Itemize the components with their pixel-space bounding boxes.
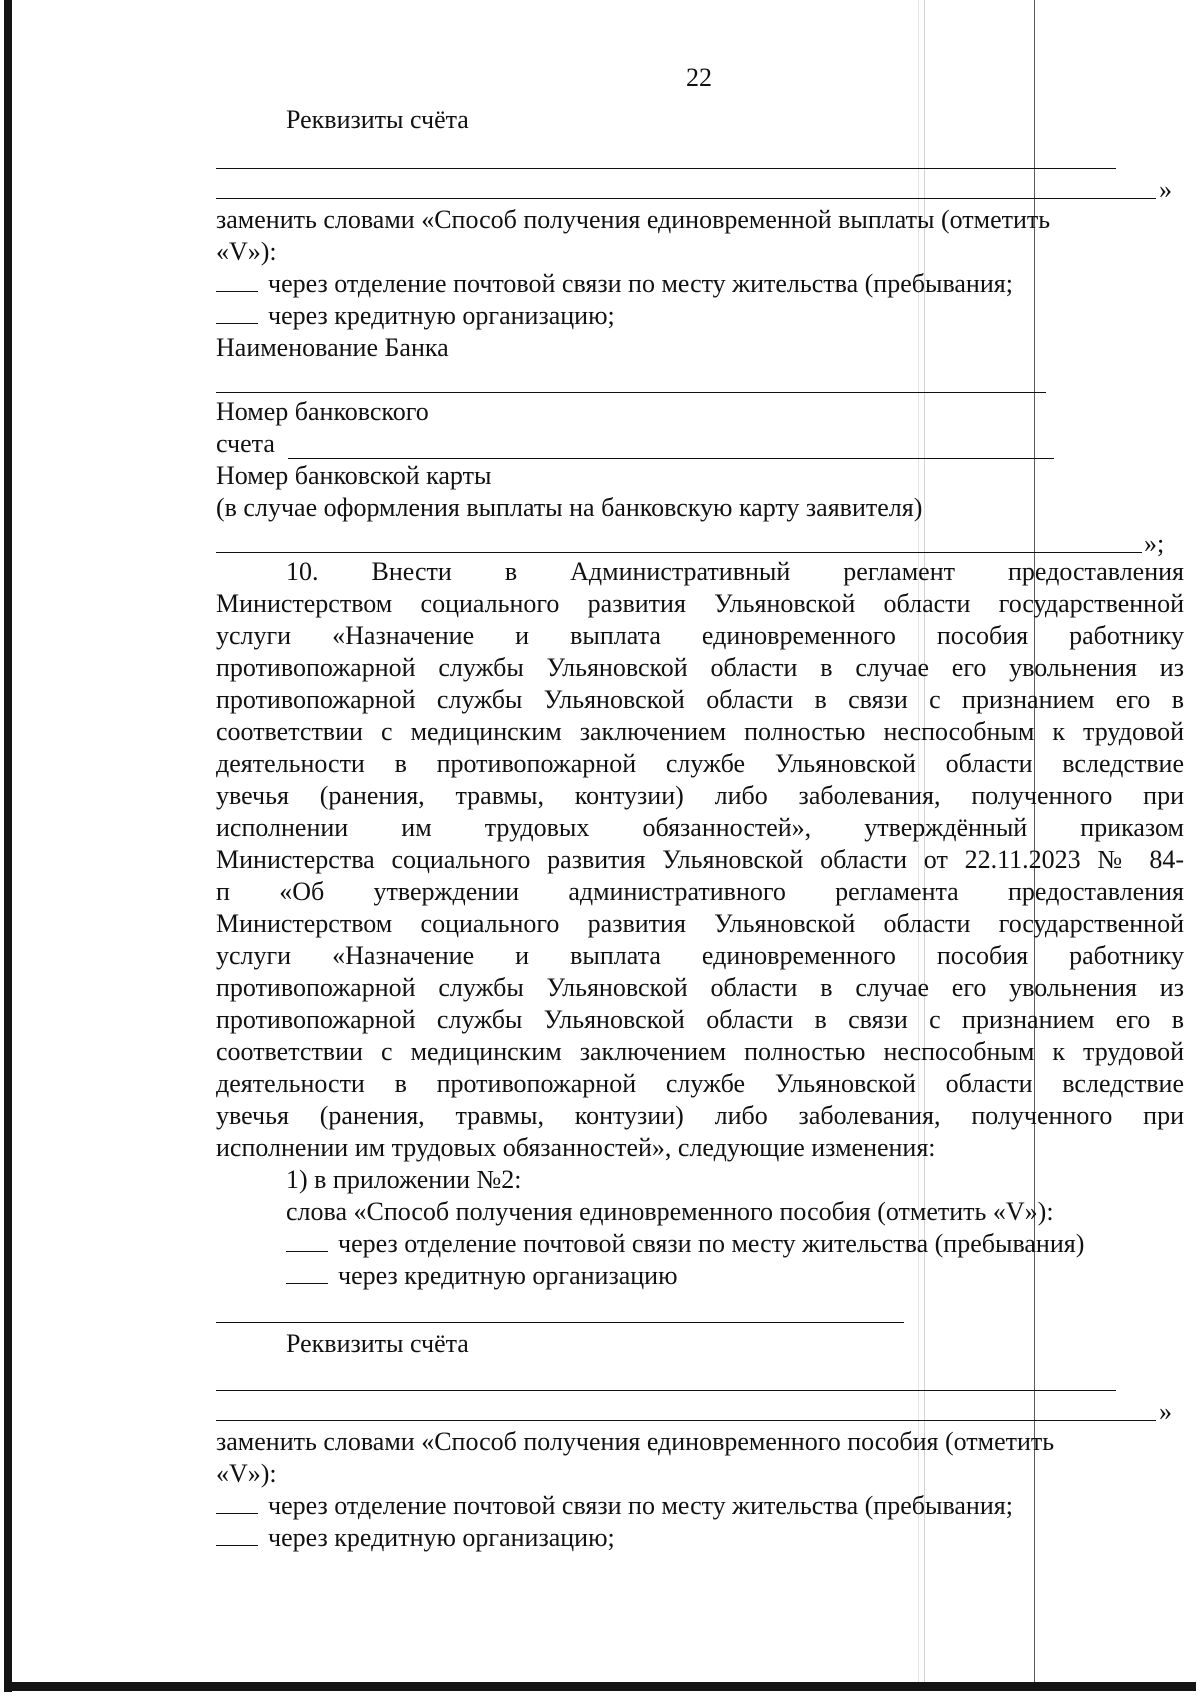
- paragraph-last-line: исполнении им трудовых обязанностей», следующие изменения:: [216, 1133, 936, 1162]
- option-label: через кредитную организацию;: [268, 301, 615, 330]
- replacement-line: «V»):: [216, 237, 277, 266]
- fill-line: [216, 1390, 1116, 1391]
- paragraph-line: п «Об утверждении административного регламента предоставления: [216, 877, 1184, 906]
- paragraph-line: противопожарной службы Ульяновской области в связи с признанием его в: [216, 1005, 1184, 1034]
- paragraph-line: деятельности в противопожарной службе Ульяновской области вследствие: [216, 749, 1184, 778]
- paragraph-line: 10. Внести в Административный регламент предоставления: [286, 557, 1184, 586]
- subitem-heading: 1) в приложении №2:: [286, 1165, 522, 1194]
- fill-line: [216, 392, 1046, 393]
- card-note: (в случае оформления выплаты на банковскую карту заявителя): [216, 493, 923, 522]
- requisites-label: Реквизиты счёта: [286, 105, 469, 134]
- paragraph-line: исполнении им трудовых обязанностей», утверждённый приказом: [216, 813, 1184, 842]
- checkbox-blank: [216, 1525, 258, 1546]
- option-bank: [286, 1260, 678, 1292]
- option-bank: [216, 300, 615, 332]
- paragraph-line: соответствии с медицинским заключением полностью неспособным к трудовой: [216, 1037, 1184, 1066]
- card-label: Номер банковской карты: [216, 461, 492, 490]
- paragraph-line: услуги «Назначение и выплата единовременного пособия работнику: [216, 621, 1184, 650]
- checkbox-blank: [216, 1493, 258, 1514]
- requisites-label: Реквизиты счёта: [286, 1329, 469, 1358]
- fill-line: [216, 1420, 1156, 1421]
- fill-line: [216, 552, 1142, 553]
- quote-close: »: [1159, 175, 1172, 204]
- option-label: через отделение почтовой связи по месту жительства (пребывания;: [268, 269, 1013, 298]
- checkbox-blank: [286, 1263, 328, 1284]
- replacement-line: «V»):: [216, 1459, 277, 1488]
- option-post: [286, 1228, 1084, 1260]
- paragraph-line: деятельности в противопожарной службе Ульяновской области вследствие: [216, 1069, 1184, 1098]
- fill-line: [216, 198, 1156, 199]
- paragraph-line: противопожарной службы Ульяновской области в случае его увольнения из: [216, 653, 1184, 682]
- words-line: слова «Способ получения единовременного пособия (отметить «V»):: [286, 1197, 1054, 1226]
- checkbox-blank: [216, 303, 258, 324]
- checkbox-blank: [286, 1231, 328, 1252]
- account-label: счета: [216, 429, 275, 458]
- option-label: через отделение почтовой связи по месту жительства (пребывания): [338, 1229, 1085, 1258]
- paragraph-line: Министерства социального развития Ульяновской области от 22.11.2023 № 84-: [216, 845, 1184, 874]
- fill-line: [216, 1322, 904, 1323]
- fill-line: [216, 168, 1116, 169]
- fill-line: [288, 458, 1054, 459]
- paragraph-line: соответствии с медицинским заключением полностью неспособным к трудовой: [216, 717, 1184, 746]
- paragraph-line: Министерством социального развития Ульяновской области государственной: [216, 909, 1184, 938]
- checkbox-blank: [216, 271, 258, 292]
- option-post: [216, 268, 1013, 300]
- paragraph-line: увечья (ранения, травмы, контузии) либо заболевания, полученного при: [216, 781, 1184, 810]
- scan-left-border: [4, 0, 12, 1692]
- replacement-line: заменить словами «Способ получения единовременного пособия (отметить: [216, 1427, 1055, 1456]
- bank-name-label: Наименование Банка: [216, 333, 449, 362]
- quote-close: »;: [1144, 529, 1165, 558]
- option-label: через кредитную организацию: [338, 1261, 678, 1290]
- option-post: [216, 1490, 1013, 1522]
- page-number: 22: [686, 63, 712, 92]
- option-label: через кредитную организацию;: [268, 1523, 615, 1552]
- option-label: через отделение почтовой связи по месту жительства (пребывания;: [268, 1491, 1013, 1520]
- paragraph-line: противопожарной службы Ульяновской области в случае его увольнения из: [216, 973, 1184, 1002]
- quote-close: »: [1159, 1397, 1172, 1426]
- paragraph-line: противопожарной службы Ульяновской области в связи с признанием его в: [216, 685, 1184, 714]
- paragraph-line: услуги «Назначение и выплата единовременного пособия работнику: [216, 941, 1184, 970]
- paragraph-line: Министерством социального развития Ульяновской области государственной: [216, 589, 1184, 618]
- paragraph-line: увечья (ранения, травмы, контузии) либо заболевания, полученного при: [216, 1101, 1184, 1130]
- replacement-line: заменить словами «Способ получения единовременной выплаты (отметить: [216, 205, 1051, 234]
- scan-bottom-border: [4, 1682, 1196, 1691]
- account-label: Номер банковского: [216, 397, 429, 426]
- option-bank: [216, 1522, 615, 1554]
